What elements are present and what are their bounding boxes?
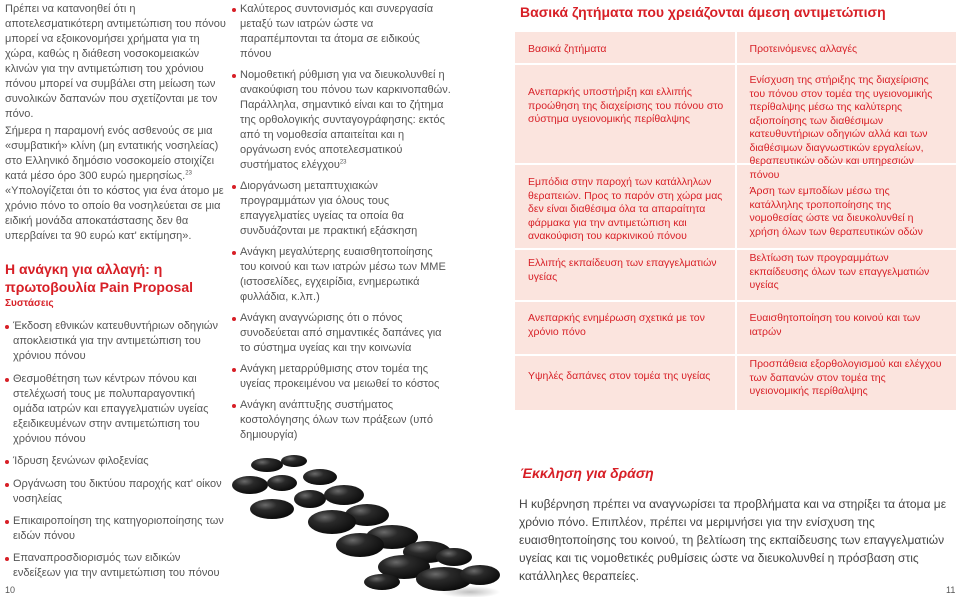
recommendations-list [5, 319, 227, 581]
table-row [515, 250, 956, 302]
reference-number: 23 [339, 159, 347, 166]
table-cell-issue: Ελλιπής εκπαίδευση των επαγγελματιών υγείας [528, 257, 717, 283]
intro-paragraph-2-start: Σήμερα η παραμονή ενός ασθενούς σε μια «συμβατική» κλίνη (μη εντατικής νοσηλείας) στο Ελληνικό δημόσιο νοσοκομείο στοιχίζει κατά μέσο όρο 300 ευρώ ημερησίως. [5, 125, 219, 182]
middle-column [232, 2, 452, 449]
list-item-text: Διοργάνωση μεταπτυχιακών προγραμμάτων για όλους τους επαγγελματίες υγείας τα οποία θα συνδυάζονται με πρακτική εξάσκηση [240, 180, 418, 237]
intro-paragraph-1: Πρέπει να κατανοηθεί ότι η αποτελεσματικότερη αντιμετώπιση του πόνου μπορεί να εξοικονομήσει χρήματα για τη χώρα, καθώς η διάθεση νοσοκομειακών κλινών για την αντιμετώπιση του χρόνιου πόνου μπορεί να συμβάλει στη μείωση των συνολικών δαπανών που σχετίζονται με τον πόνο. [5, 3, 226, 120]
list-item: Έκδοση εθνικών κατευθυντήριων οδηγιών αποκλειστικά για την αντιμετώπιση του χρόνιου πόνου [5, 319, 227, 364]
table-cell-issue: Ανεπαρκής ενημέρωση σχετικά με τον χρόνιο πόνο [528, 312, 705, 338]
list-item [232, 245, 452, 305]
table-cell-issue: Ανεπαρκής υποστήριξη και ελλιπής προώθηση της διαχείρισης του πόνου στο σύστημα υγειονομικής περίθαλψης [528, 86, 724, 125]
intro-paragraph-2-quote: «Υπολογίζεται ότι το κόστος για ένα άτομο με χρόνιο πόνο το οποίο θα νοσηλεύεται σε μια ειδική μονάδα αποκατάστασης δεν θα υπερβαίνει τα 90 ευρώ κατ' εκτίμηση». [5, 185, 224, 242]
page-number-left: 10 [5, 585, 16, 595]
column-header-issues: Βασικά ζητήματα [528, 43, 607, 55]
list-item: Θεσμοθέτηση των κέντρων πόνου και στελέχωσή τους με πολυπαραγοντική ομάδα ιατρών και επαγγελματιών υγείας εξειδικευμένων στην αντιμετώπιση του χρόνιου πόνου [5, 372, 227, 447]
list-item-text: Ανάγκη μεγαλύτερης ευαισθητοποίησης του κοινού και των ιατρών μέσω των ΜΜΕ (ιστοσελίδες, εγχειρίδια, ενημερωτικά φυλλάδια, κ.λπ.) [240, 246, 446, 303]
table-title: Βασικά ζητήματα που χρειάζονται άμεση αντιμετώπιση [520, 4, 886, 20]
list-item-text: Ανάγκη μεταρρύθμισης στον τομέα της υγείας προκειμένου να μειωθεί το κόστος [240, 363, 440, 390]
reference-number: 23 [185, 170, 192, 177]
list-item [232, 68, 452, 173]
list-item [232, 179, 452, 239]
table-cell-change: Ευαισθητοποίηση του κοινού και των ιατρών [735, 302, 957, 354]
call-to-action-title: Έκκληση για δράση [520, 465, 654, 481]
issues-table [515, 32, 956, 410]
section-subheading: Συστάσεις [5, 298, 54, 309]
list-item [232, 362, 452, 392]
section-heading: Η ανάγκη για αλλαγή: η πρωτοβουλία Pain Proposal [5, 261, 194, 295]
needs-list [232, 2, 452, 443]
table-row [515, 356, 956, 410]
table-row [515, 65, 956, 181]
page-number-right: 11 [946, 585, 956, 595]
call-to-action-text: Η κυβέρνηση πρέπει να αναγνωρίσει τα προβλήματα και να στηρίξει τα άτομα με χρόνιο πόνο. Επιπλέον, πρέπει να μεριμνήσει για την ενίσχυση της ευαισθητοποίησης του κοινού, τη βελτίωση της εκπαίδευσης των επαγγελματιών υγείας και τις νομοθετικές ρυθμίσεις ώστε να διευκολυνθεί η πρόσβαση στις κατάλληλες θεραπείες. [519, 497, 947, 583]
table-cell-change: Άρση των εμποδίων μέσω της κατάλληλης τροποποίησης της νομοθεσίας ώστε να διευκολυνθεί η χρήση όλων των θεραπευτικών οδών [735, 165, 957, 248]
table-cell-change: Βελτίωση των προγραμμάτων εκπαίδευσης όλων των επαγγελματιών υγείας [735, 250, 957, 300]
list-item-text: Ανάγκη αναγνώρισης ότι ο πόνος συνοδεύεται από σημαντικές δαπάνες για το σύστημα υγείας και την κοινωνία [240, 312, 442, 354]
table-cell-change: Ενίσχυση της στήριξης της διαχείρισης του πόνου στον τομέα της υγειονομικής περίθαλψης μέσω της καλύτερης αξιοποίησης των διαθέσιμων κατευθυντήριων οδηγιών αλλά και των διαθέσιμων διαγνωστικών εργαλείων, θεραπευτικών οδών και υπηρεσιών πόνου [735, 65, 957, 163]
list-item-text: Καλύτερος συντονισμός και συνεργασία μεταξύ των ιατρών ώστε να παραπέμπονται τα άτομα σε ειδικούς πόνου [240, 3, 434, 60]
table-row [515, 302, 956, 356]
list-item: Επικαιροποίηση της κατηγοριοποίησης των ειδών πόνου [5, 514, 227, 544]
stacked-stones-image [232, 437, 507, 597]
left-column [5, 2, 227, 581]
table-cell-change: Προσπάθεια εξορθολογισμού και ελέγχου των δαπανών στον τομέα της υγειονομικής περίθαλψης [735, 356, 957, 410]
list-item-text: Ανάγκη ανάπτυξης συστήματος κοστολόγησης όλων των πράξεων (υπό δημιουργία) [240, 399, 433, 441]
table-header-row [515, 32, 956, 65]
table-cell-issue: Εμπόδια στην παροχή των κατάλληλων θεραπειών. Προς το παρόν στη χώρα μας δεν είναι διαθέσιμα όλα τα απαραίτητα φάρμακα για την αντιμετώπιση και ανακούφιση του καρκινικού πόνου [528, 176, 723, 242]
list-item: Οργάνωση του δικτύου παροχής κατ' οίκον νοσηλείας [5, 477, 227, 507]
stones-illustration [232, 437, 507, 597]
table-cell-issue: Υψηλές δαπάνες στον τομέα της υγείας [528, 370, 711, 382]
column-header-changes: Προτεινόμενες αλλαγές [735, 32, 957, 63]
intro-paragraph-2 [5, 124, 227, 244]
list-item-text: Νομοθετική ρύθμιση για να διευκολυνθεί η ανακούφιση του πόνου των καρκινοπαθών. Παράλληλα, σημαντικό είναι και το ζήτημα της ορθολογικής συνταγογράφησης: εκτός από τη νομοθεσία απαιτείται και η οργάνωση ενός αποτελεσματικού συστήματος ελέγχου [240, 69, 451, 171]
table-row [515, 165, 956, 250]
list-item [232, 2, 452, 62]
list-item: Επαναπροσδιορισμός των ειδικών ενδείξεων για την αντιμετώπιση του πόνου [5, 551, 227, 581]
list-item [232, 311, 452, 356]
list-item: Ίδρυση ξενώνων φιλοξενίας [5, 454, 227, 469]
